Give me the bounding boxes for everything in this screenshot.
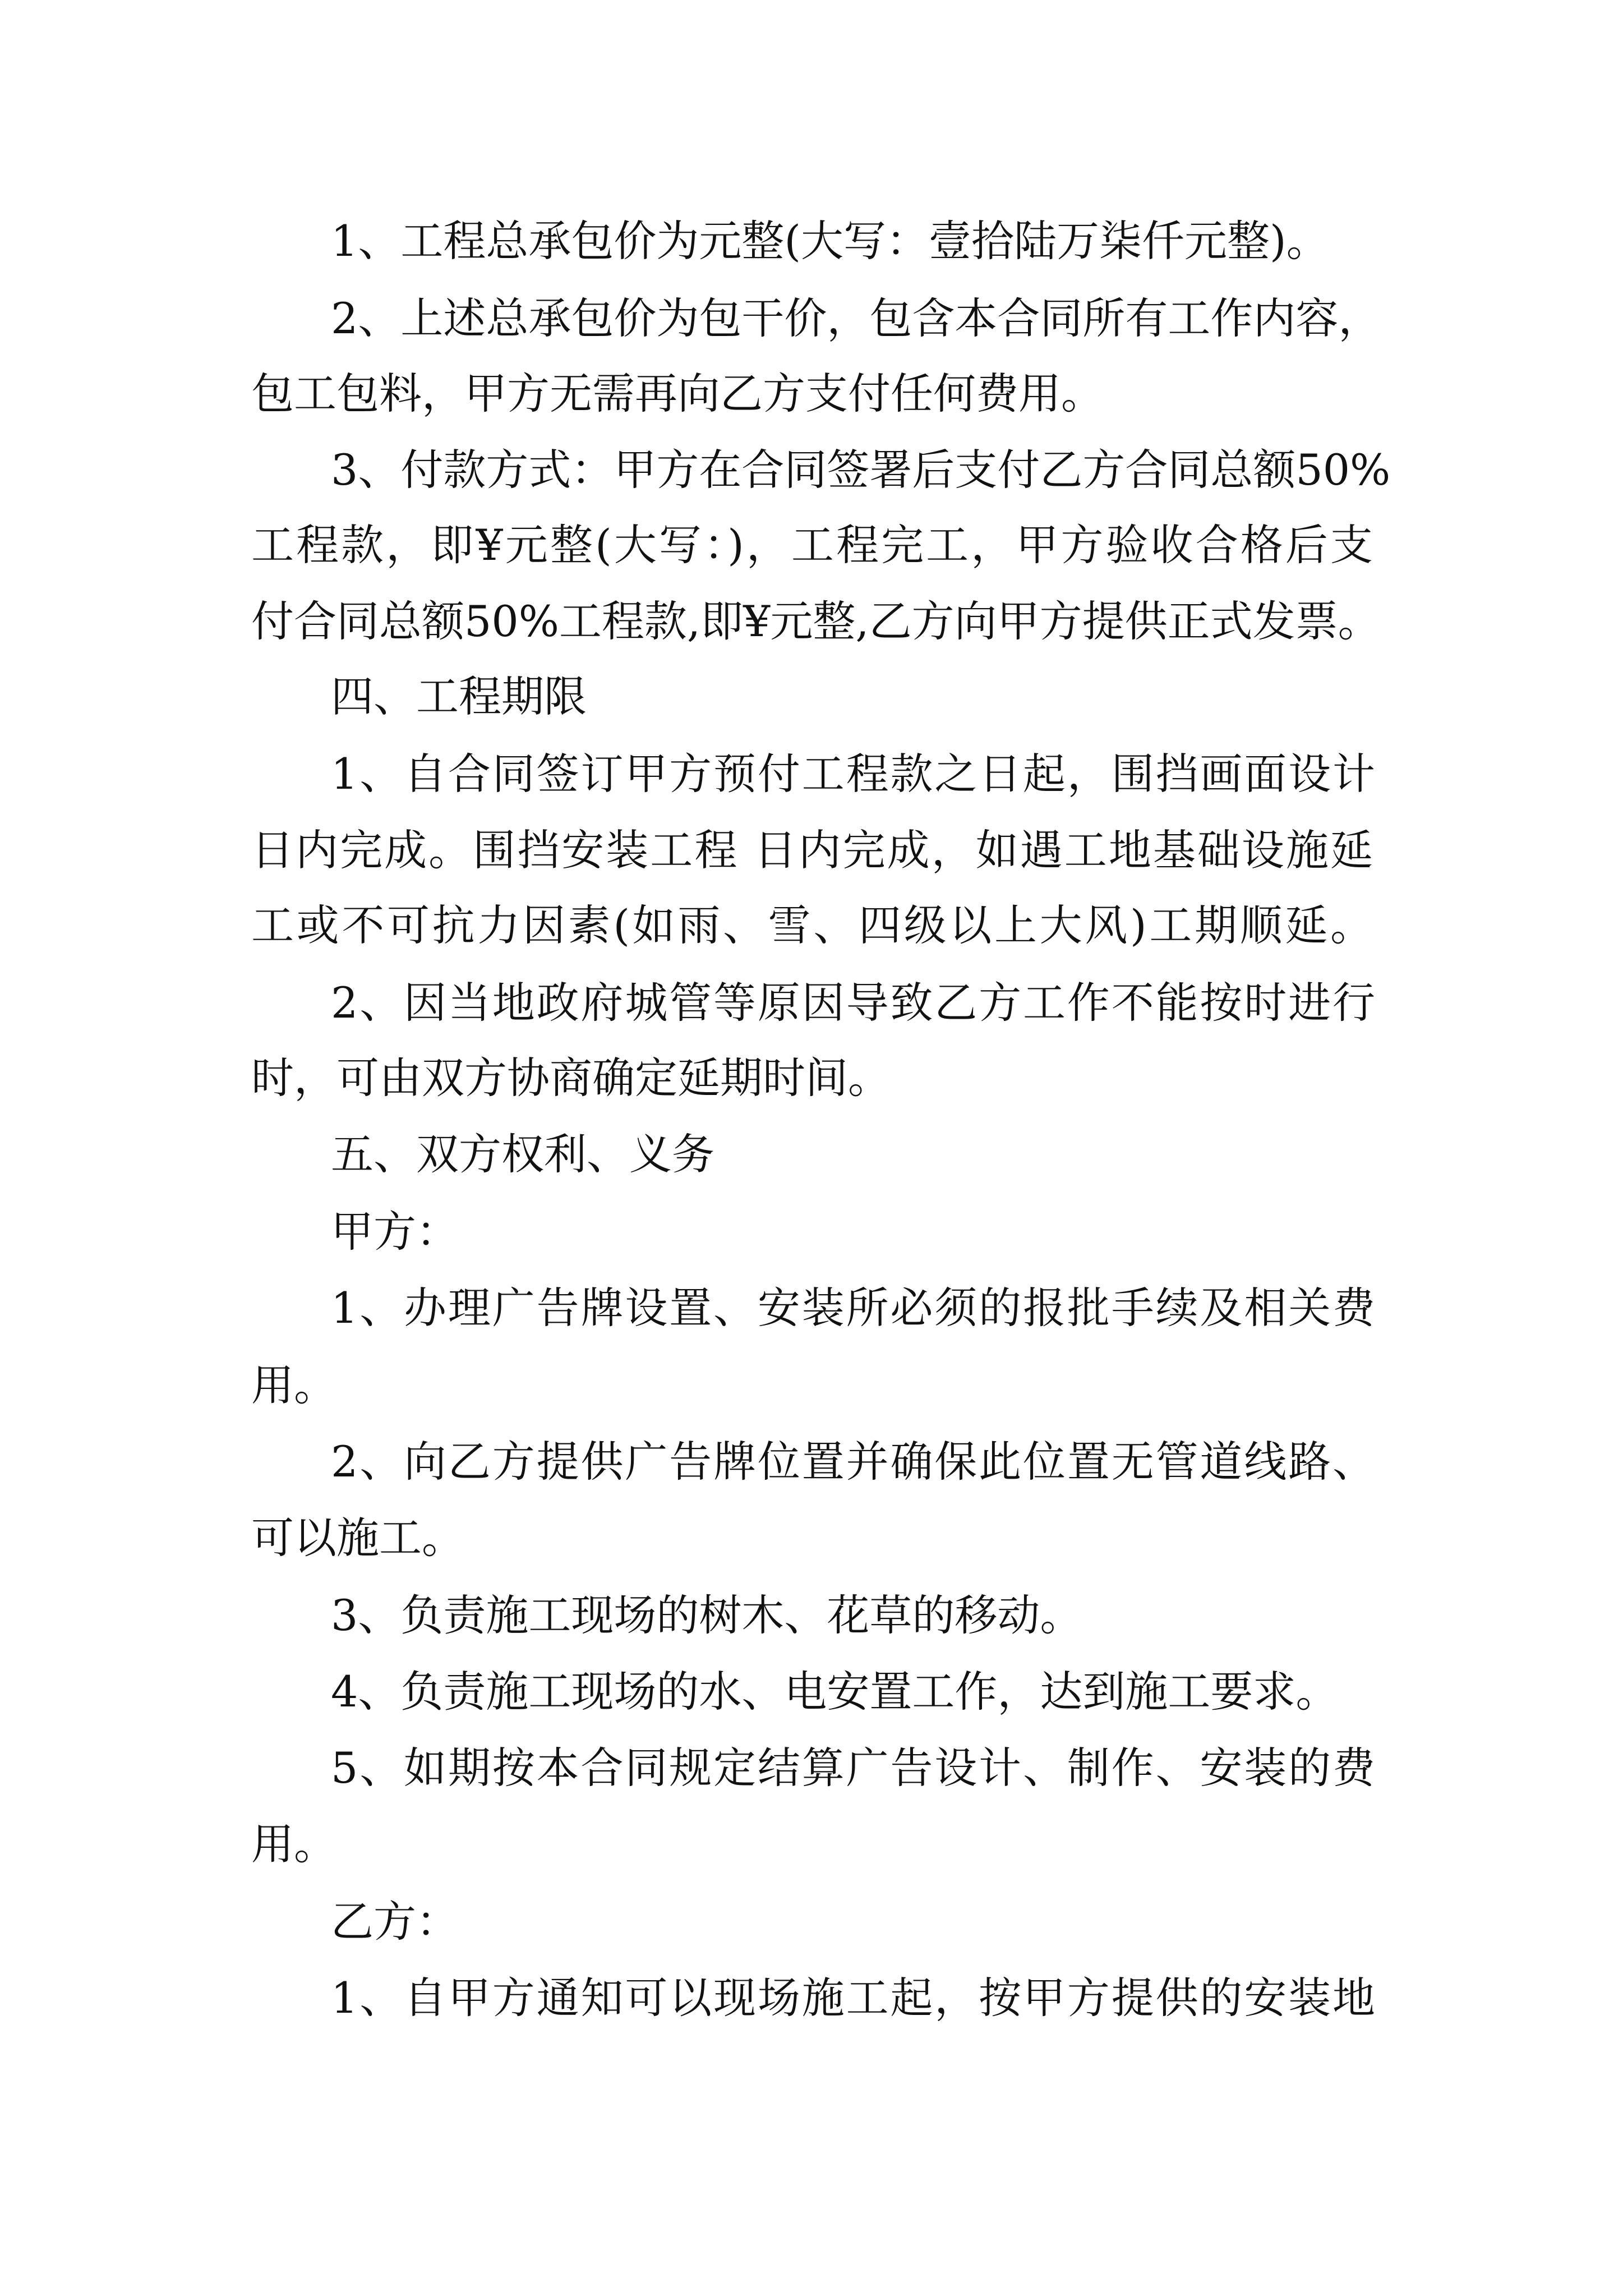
clause-schedule-2-cont: 时，可由双方协商确定延期时间。 xyxy=(251,1053,891,1103)
clause-payment: 3、付款方式：甲方在合同签署后支付乙方合同总额50% xyxy=(331,445,1391,495)
section-heading-schedule: 四、工程期限 xyxy=(331,671,587,721)
clause-lump-sum-cont: 包工包料，甲方无需再向乙方支付任何费用。 xyxy=(251,369,1104,418)
party-a-duty-1-cont: 用。 xyxy=(251,1360,336,1410)
clause-payment-cont-1: 工程款，即¥元整(大写：)，工程完工，甲方验收合格后支 xyxy=(251,520,1373,570)
clause-schedule-1-cont-2: 工或不可抗力因素(如雨、雪、四级以上大风)工期顺延。 xyxy=(251,900,1373,950)
clause-schedule-1-cont-1: 日内完成。围挡安装工程 日内完成，如遇工地基础设施延 xyxy=(251,825,1373,875)
party-a-duty-4: 4、负责施工现场的水、电安置工作，达到施工要求。 xyxy=(331,1667,1339,1717)
party-a-duty-2-cont: 可以施工。 xyxy=(251,1513,464,1563)
clause-total-price: 1、工程总承包价为元整(大写：壹拾陆万柒仟元整)。 xyxy=(331,216,1329,266)
party-a-heading: 甲方： xyxy=(331,1207,459,1257)
party-a-duty-3: 3、负责施工现场的树木、花草的移动。 xyxy=(331,1590,1083,1640)
party-b-heading: 乙方： xyxy=(331,1897,459,1947)
party-b-duty-1: 1、自甲方通知可以现场施工起，按甲方提供的安装地 xyxy=(331,1973,1375,2023)
party-a-duty-5: 5、如期按本合同规定结算广告设计、制作、安装的费 xyxy=(331,1743,1375,1793)
clause-schedule-1: 1、自合同签订甲方预付工程款之日起，围挡画面设计 xyxy=(331,749,1375,799)
party-a-duty-5-cont: 用。 xyxy=(251,1819,336,1869)
section-heading-rights: 五、双方权利、义务 xyxy=(331,1129,714,1179)
party-a-duty-1: 1、办理广告牌设置、安装所必须的报批手续及相关费 xyxy=(331,1283,1375,1333)
clause-schedule-2: 2、因当地政府城管等原因导致乙方工作不能按时进行 xyxy=(331,978,1375,1028)
clause-payment-cont-2: 付合同总额50%工程款,即¥元整,乙方向甲方提供正式发票。 xyxy=(251,596,1381,646)
party-a-duty-2: 2、向乙方提供广告牌位置并确保此位置无管道线路、 xyxy=(331,1437,1375,1487)
clause-lump-sum: 2、上述总承包价为包干价，包含本合同所有工作内容， xyxy=(331,293,1381,343)
